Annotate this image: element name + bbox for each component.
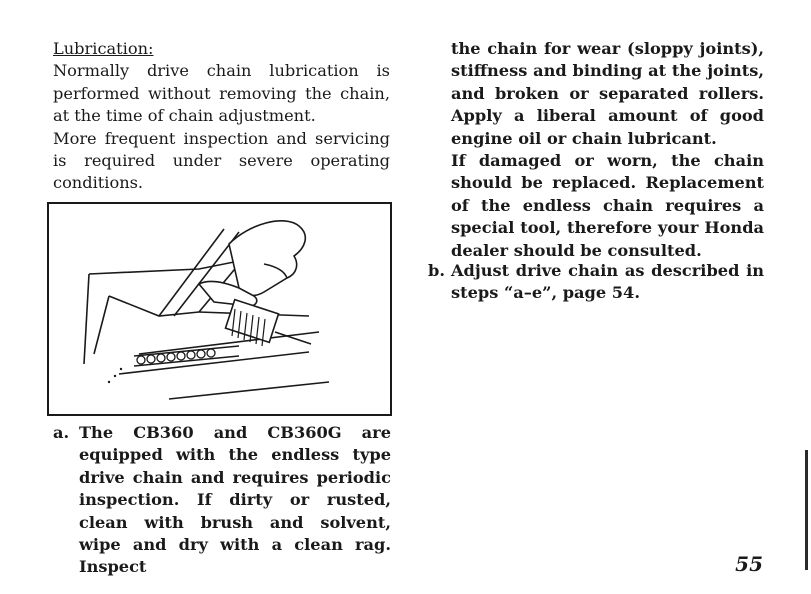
- list-item-b: [428, 260, 764, 305]
- page-edge-mark: [805, 450, 808, 570]
- right-column: [451, 38, 764, 262]
- chain-lubrication-figure: [47, 202, 392, 416]
- paragraph-lubrication: Normally drive chain lubrication is performed without removing the chain, at the time of chain adjustment.: [53, 61, 390, 126]
- section-heading: Lubrication:: [53, 39, 154, 58]
- paragraph-replacement: If damaged or worn, the chain should be replaced. Replacement of the endless chain requires a special tool, therefore your Honda dealer should be consulted.: [451, 151, 764, 260]
- list-item-a: [53, 422, 391, 579]
- list-marker: a.: [53, 423, 70, 442]
- list-item-text: The CB360 and CB360G are equipped with the endless type drive chain and requires periodic inspection. If dirty or rusted, clean with brush and solvent, wipe and dry with a clean rag. Inspect: [79, 423, 391, 577]
- page-number: 55: [735, 552, 763, 576]
- hand-oiling-chain-illustration: [49, 204, 390, 414]
- paragraph-inspection: More frequent inspection and servicing is required under severe operating conditions.: [53, 128, 390, 193]
- list-item-text: Adjust drive chain as described in steps “a–e”, page 54.: [451, 261, 764, 303]
- paragraph-chain-wear: the chain for wear (sloppy joints), stiffness and binding at the joints, and broken or separated rollers. Apply a liberal amount of good engine oil or chain lubricant.: [451, 39, 764, 148]
- list-marker: b.: [428, 261, 445, 280]
- left-column: [53, 38, 390, 195]
